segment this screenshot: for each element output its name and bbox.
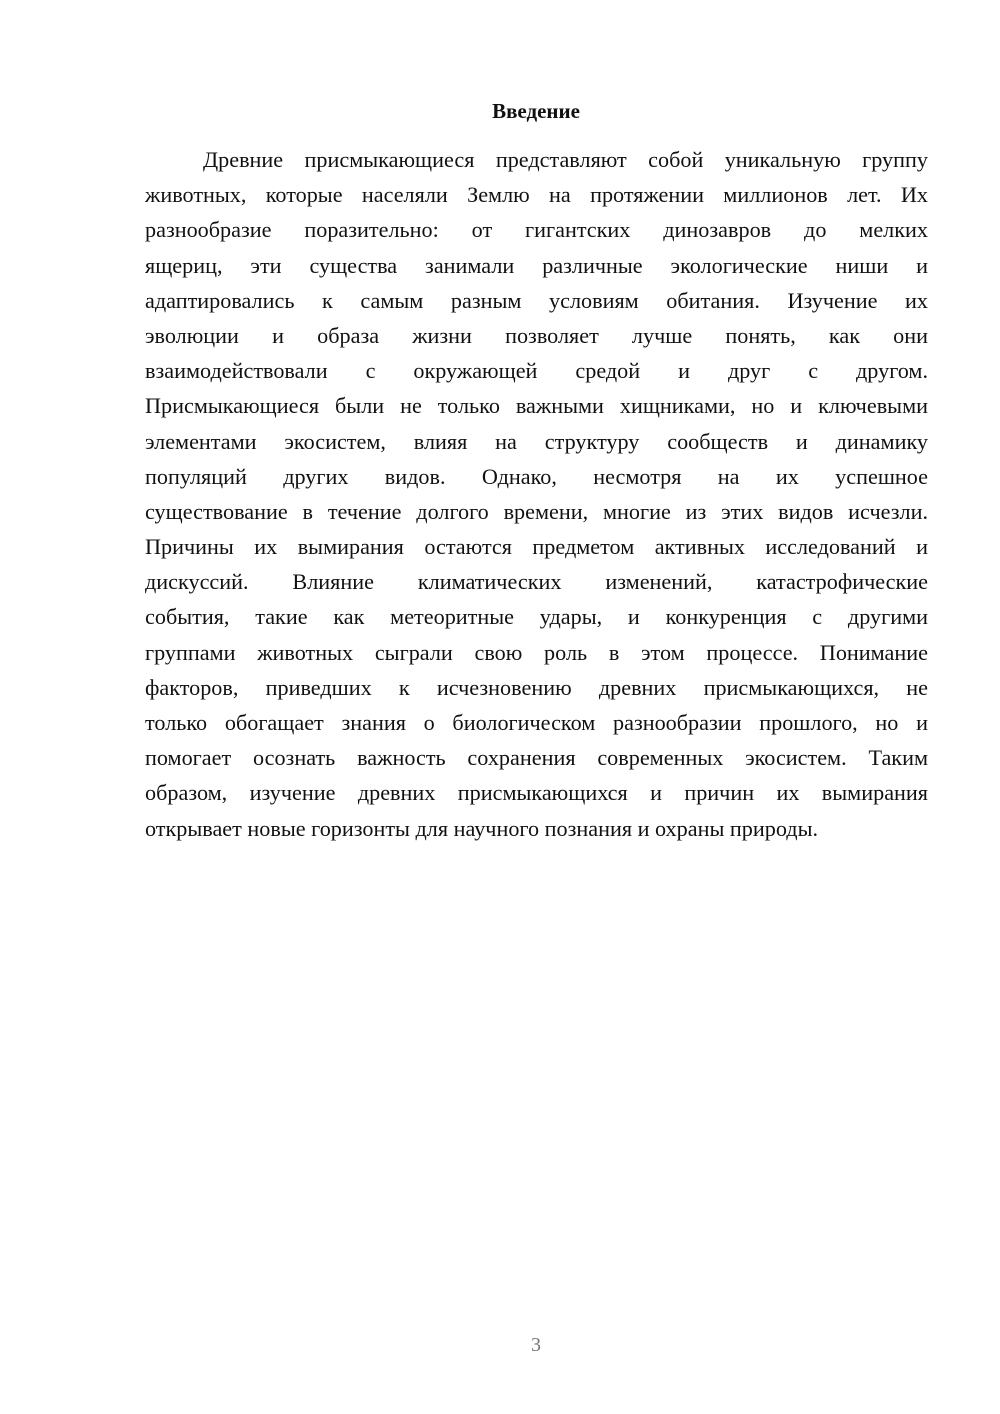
intro-paragraph [145, 142, 928, 846]
paragraph-line: события, такие как метеоритные удары, и конкуренция с другими [145, 604, 928, 630]
paragraph-line: эволюции и образа жизни позволяет лучше понять, как они [145, 322, 928, 348]
section-heading: Введение [492, 99, 580, 123]
paragraph-line: разнообразие поразительно: от гигантских динозавров до мелких [145, 217, 928, 243]
paragraph-line: Присмыкающиеся были не только важными хищниками, но и ключевыми [145, 393, 928, 419]
paragraph-line: факторов, приведших к исчезновению древних присмыкающихся, не [145, 674, 928, 700]
paragraph-line: Древние присмыкающиеся представляют собой уникальную группу [203, 147, 928, 172]
page-number: 3 [531, 1334, 541, 1356]
paragraph-line: элементами экосистем, влияя на структуру сообществ и динамику [145, 428, 928, 454]
paragraph-line: животных, которые населяли Землю на протяжении миллионов лет. Их [145, 182, 928, 208]
paragraph-line: адаптировались к самым разным условиям обитания. Изучение их [145, 287, 928, 313]
paragraph-line: группами животных сыграли свою роль в этом процессе. Понимание [145, 639, 928, 665]
paragraph-line: ящериц, эти существа занимали различные экологические ниши и [145, 252, 928, 278]
paragraph-line: существование в течение долгого времени, многие из этих видов исчезли. [145, 498, 928, 524]
paragraph-line: взаимодействовали с окружающей средой и друг с другом. [145, 358, 928, 384]
paragraph-line: только обогащает знания о биологическом разнообразии прошлого, но и [145, 710, 928, 735]
paragraph-line: популяций других видов. Однако, несмотря на их успешное [145, 463, 928, 489]
paragraph-line: помогает осознать важность сохранения современных экосистем. Таким [145, 745, 928, 771]
paragraph-line: Причины их вымирания остаются предметом активных исследований и [145, 534, 928, 560]
paragraph-line: открывает новые горизонты для научного познания и охраны природы. [145, 815, 819, 841]
paragraph-line: образом, изучение древних присмыкающихся и причин их вымирания [145, 780, 928, 806]
paragraph-line: дискуссий. Влияние климатических изменений, катастрофические [145, 569, 928, 595]
